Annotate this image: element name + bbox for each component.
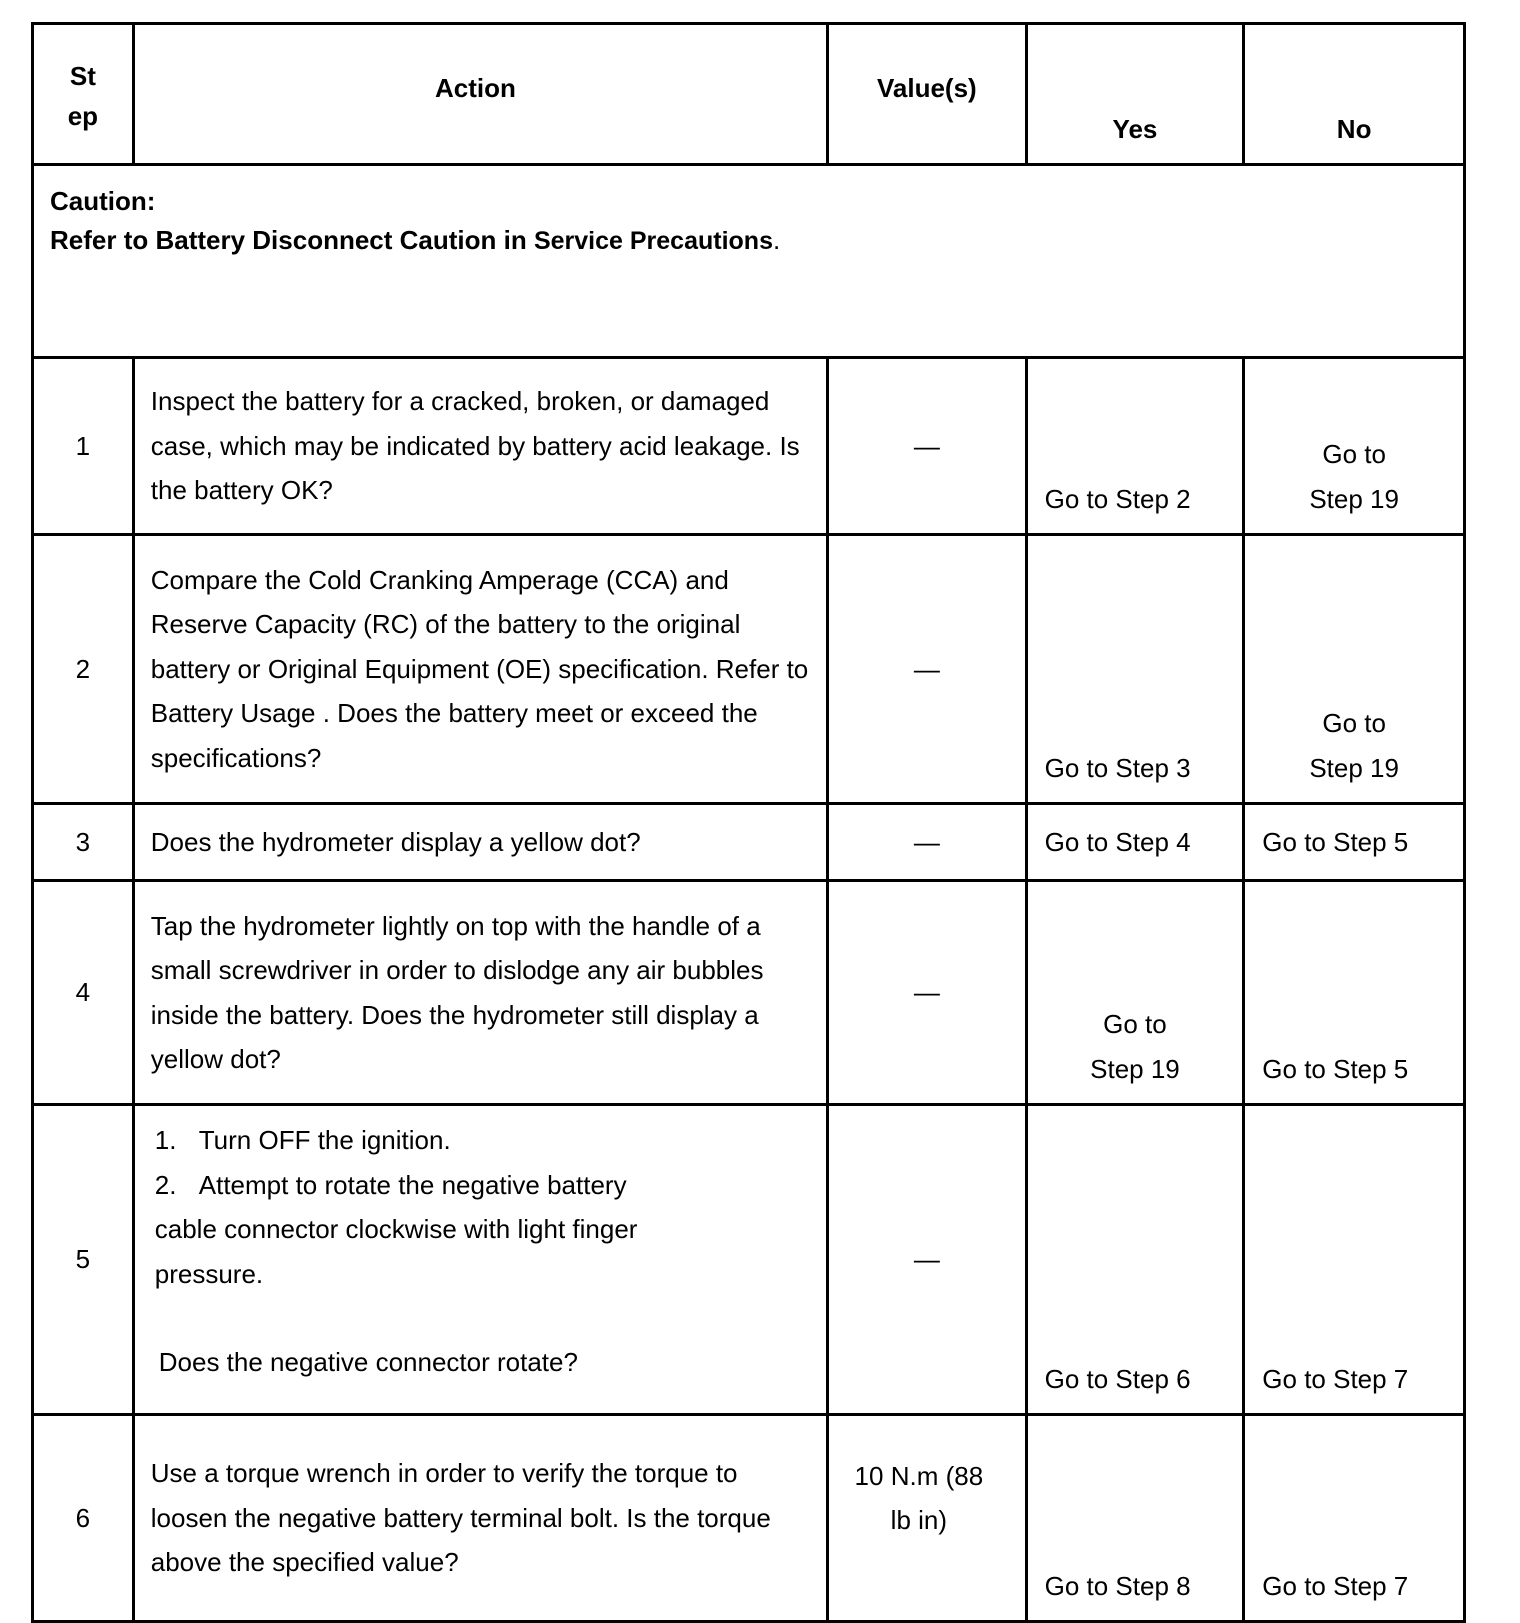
step-number: 4 [33,881,134,1105]
diagnostic-table [31,22,1466,1623]
header-action: Action [133,24,827,165]
action-text: Does the hydrometer display a yellow dot? [133,804,827,881]
action-text: Tap the hydrometer lightly on top with the handle of a small screwdriver in order to dislodge any air bubbles inside the battery. Does the hydrometer still display a yellow dot? [133,881,827,1105]
caution-row [33,165,1465,358]
service-precautions-link[interactable]: Service Precautions [533,227,773,255]
no-cell[interactable]: Go to Step 5 [1244,804,1465,881]
table-row [33,1415,1465,1622]
no-cell[interactable]: Go to Step 7 [1244,1415,1465,1622]
step-number: 1 [33,358,134,535]
header-yes: Yes [1026,24,1244,165]
yes-cell[interactable]: Go to Step 3 [1026,535,1244,804]
no-cell[interactable]: Go to Step 7 [1244,1105,1465,1415]
step-number: 5 [33,1105,134,1415]
yes-cell[interactable]: Go to Step 2 [1026,358,1244,535]
list-item [151,1163,816,1297]
caution-label: Caution: [50,186,156,216]
table-row [33,881,1465,1105]
table-row [33,535,1465,804]
value-cell: — [828,1105,1027,1415]
header-row [33,24,1465,165]
yes-cell[interactable]: Go to Step 6 [1026,1105,1244,1415]
caution-end: . [772,225,781,255]
table-row [33,804,1465,881]
header-step-line2: ep [67,101,99,131]
caution-cell [33,165,1465,358]
list-text: Attempt to rotate the negative battery cable connector clockwise with light finger pressure. [154,1169,638,1289]
value-cell: — [828,804,1027,881]
caution-text: Refer to Battery Disconnect Caution in [50,225,527,255]
step-number: 6 [33,1415,134,1622]
value-cell: — [828,535,1027,804]
header-values: Value(s) [828,24,1027,165]
yes-cell[interactable]: Go to Step 19 [1026,881,1244,1105]
no-cell[interactable]: Go to Step 19 [1244,535,1465,804]
no-cell[interactable]: Go to Step 5 [1244,881,1465,1105]
header-no: No [1244,24,1465,165]
value-cell: — [828,358,1027,535]
table-row [33,1105,1465,1415]
step-number: 3 [33,804,134,881]
header-step-line1: St [69,61,96,91]
header-step [33,24,134,165]
action-text: Compare the Cold Cranking Amperage (CCA) and Reserve Capacity (RC) of the battery to the original battery or Original Equipment (OE) specification. Refer to Battery Usage . Does the battery meet or exceed the specifications? [133,535,827,804]
list-item [151,1118,816,1163]
value-cell: 10 N.m (88 lb in) [828,1415,1027,1622]
yes-cell[interactable]: Go to Step 8 [1026,1415,1244,1622]
step-number: 2 [33,535,134,804]
list-number: 2. [154,1169,177,1200]
list-number: 1. [154,1125,177,1155]
table-row [33,358,1465,535]
list-text: Turn OFF the ignition. [198,1125,451,1155]
yes-cell[interactable]: Go to Step 4 [1026,804,1244,881]
action-list [133,1105,827,1415]
action-text: Inspect the battery for a cracked, broken, or damaged case, which may be indicated by battery acid leakage. Is the battery OK? [133,358,827,535]
value-cell: — [828,881,1027,1105]
question-text: Does the negative connector rotate? [158,1347,578,1377]
action-text: Use a torque wrench in order to verify the torque to loosen the negative battery terminal bolt. Is the torque above the specified value? [133,1415,827,1622]
no-cell[interactable]: Go to Step 19 [1244,358,1465,535]
